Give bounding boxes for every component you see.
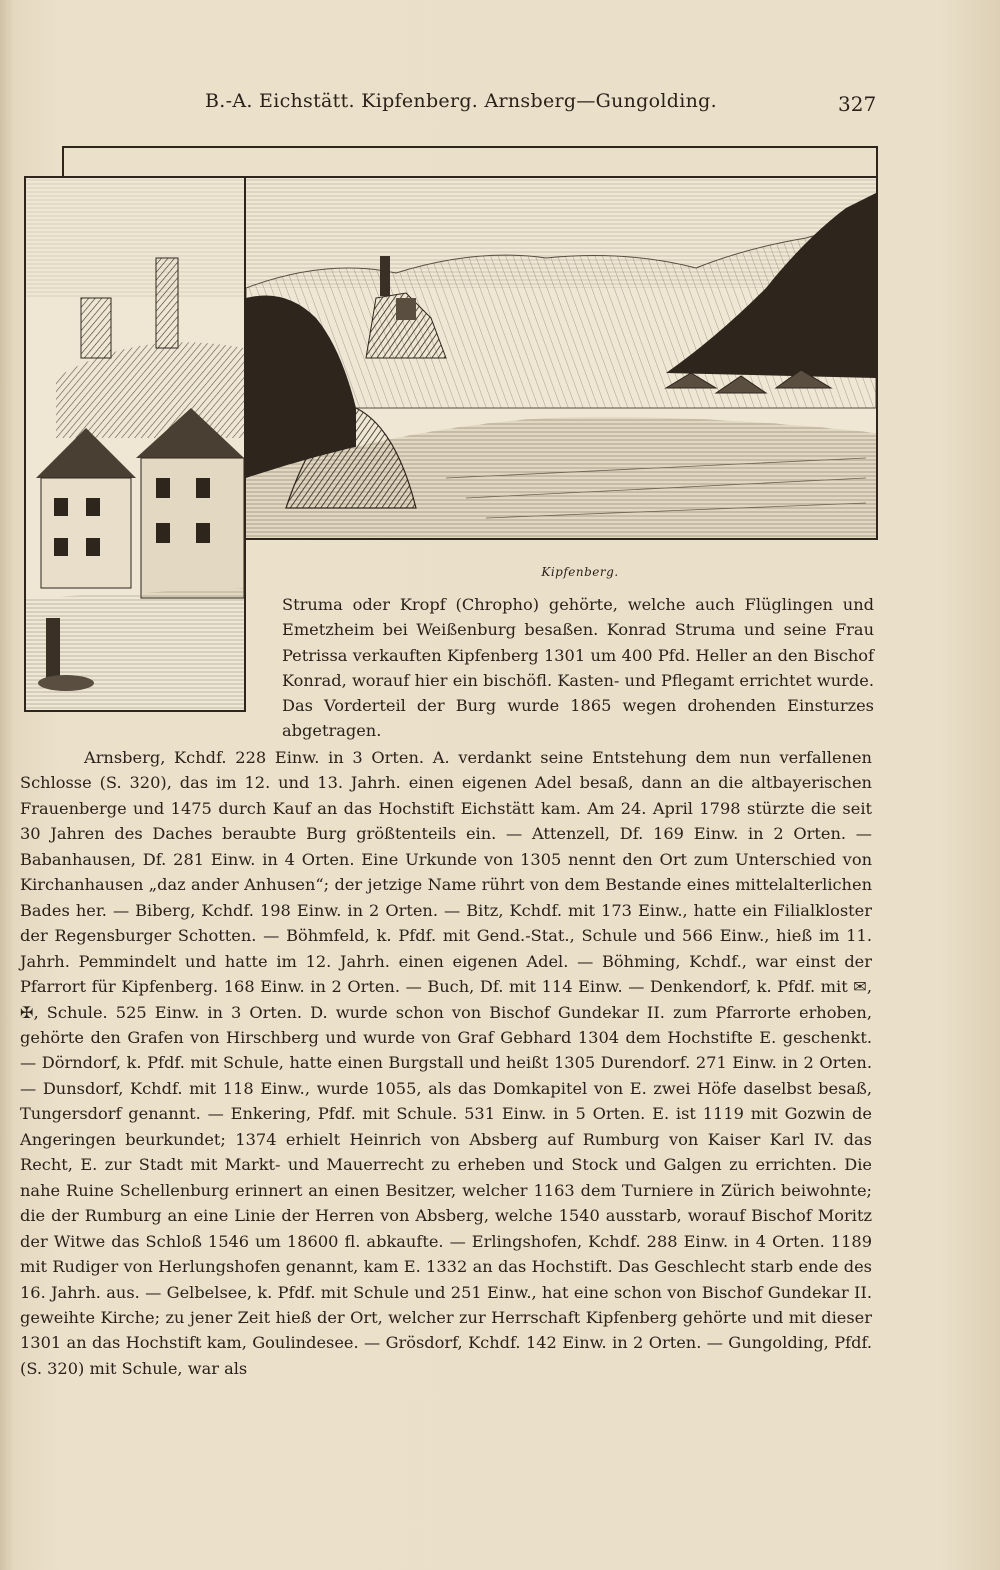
paragraph-text: Struma oder Kropf (Chropho) gehörte, welche auch Flüglingen und Emetzheim bei Weißenburg besaßen. Konrad Struma und seine Frau Petrissa verkauften Kipfenberg 1301 um 400 Pfd. Heller an den Bischof Konrad, worauf hier ein bischöfl. Kasten- und Pflegamt errichtet wurde. Das Vorderteil der Burg wurde 1865 wegen drohenden Einsturzes abgetragen. — [282, 595, 874, 741]
illustration-frame-right — [876, 146, 878, 178]
running-title: B.-A. Eichstätt. Kipfenberg. Arnsberg—Gungolding. — [205, 90, 717, 112]
body-paragraph-1 — [282, 592, 874, 744]
body-paragraph-2 — [20, 745, 872, 1381]
kipfenberg-landscape-engraving — [244, 176, 878, 540]
illustration-frame-top — [62, 146, 878, 148]
running-head — [0, 86, 1000, 122]
kipfenberg-town-street-engraving — [24, 176, 246, 712]
illustration-frame-left — [62, 146, 64, 178]
page-number: 327 — [838, 92, 877, 116]
illustration-caption: Kipfenberg. — [541, 565, 619, 579]
paragraph-text: Arnsberg, Kchdf. 228 Einw. in 3 Orten. A. verdankt seine Entstehung dem nun verfallenen Schlosse (S. 320), das im 12. und 13. Jahrh. einen eigenen Adel besaß, dann an die altbayerischen Frauenberge und 1475 durch Kauf an das Hochstift Eichstätt kam. Am 24. April 1798 stürzte die seit 30 Jahren des Daches beraubte Burg größtenteils ein. — Attenzell, Df. 169 Einw. in 2 Orten. — Babanhausen, Df. 281 Einw. in 4 Orten. Eine Urkunde von 1305 nennt den Ort zum Unterschied von Kirchanhausen „daz ander Anhusen“; der jetzige Name rührt von dem Bestande eines mittelalterlichen Bades her. — Biberg, Kchdf. 198 Einw. in 2 Orten. — Bitz, Kchdf. mit 173 Einw., hatte ein Filialkloster der Regensburger Schotten. — Böhmfeld, k. Pfdf. mit Gend.-Stat., Schule und 566 Einw., hieß im 11. Jahrh. Pemmindelt und hatte im 12. Jahrh. einen eigenen Adel. — Böhming, Kchdf., war einst der Pfarrort für Kipfenberg. 168 Einw. in 2 Orten. — Buch, Df. mit 114 Einw. — Denkendorf, k. Pfdf. mit ✉, ✠, Schule. 525 Einw. in 3 Orten. D. wurde schon von Bischof Gundekar II. zum Pfarrorte erhoben, gehörte den Grafen von Hirschberg und wurde von Graf Gebhard 1304 dem Hochstifte E. geschenkt. — Dörndorf, k. Pfdf. mit Schule, hatte einen Burgstall und heißt 1305 Durendorf. 271 Einw. in 2 Orten. — Dunsdorf, Kchdf. mit 118 Einw., wurde 1055, als das Domkapitel von E. zwei Höfe daselbst besaß, Tungersdorf genannt. — Enkering, Pfdf. mit Schule. 531 Einw. in 5 Orten. E. ist 1119 mit Gozwin de Angeringen beurkundet; 1374 erhielt Heinrich von Absberg auf Rumburg von Kaiser Karl IV. das Recht, E. zur Stadt mit Markt- und Mauerrecht zu erheben und Stock und Galgen zu errichten. Die nahe Ruine Schellenburg erinnert an einen Besitzer, welcher 1163 dem Turniere in Zürich beiwohnte; die der Rumburg an eine Linie der Herren von Absberg, welche 1540 ausstarb, worauf Bischof Moritz der Witwe das Schloß 1546 um 18600 fl. abkaufte. — Erlingshofen, Kchdf. 288 Einw. in 4 Orten. 1189 mit Rudiger von Herlungshofen genannt, kam E. 1332 an das Hochstift. Das Geschlecht starb ende des 16. Jahrh. aus. — Gelbelsee, k. Pfdf. mit Schule und 251 Einw., hat eine schon von Bischof Gundekar II. geweihte Kirche; zu jener Zeit hieß der Ort, welcher zur Herrschaft Kipfenberg gehörte und mit dieser 1301 an das Hochstift kam, Goulindesee. — Grösdorf, Kchdf. 142 Einw. in 2 Orten. — Gungolding, Pfdf. (S. 320) mit Schule, war als — [20, 748, 872, 1378]
